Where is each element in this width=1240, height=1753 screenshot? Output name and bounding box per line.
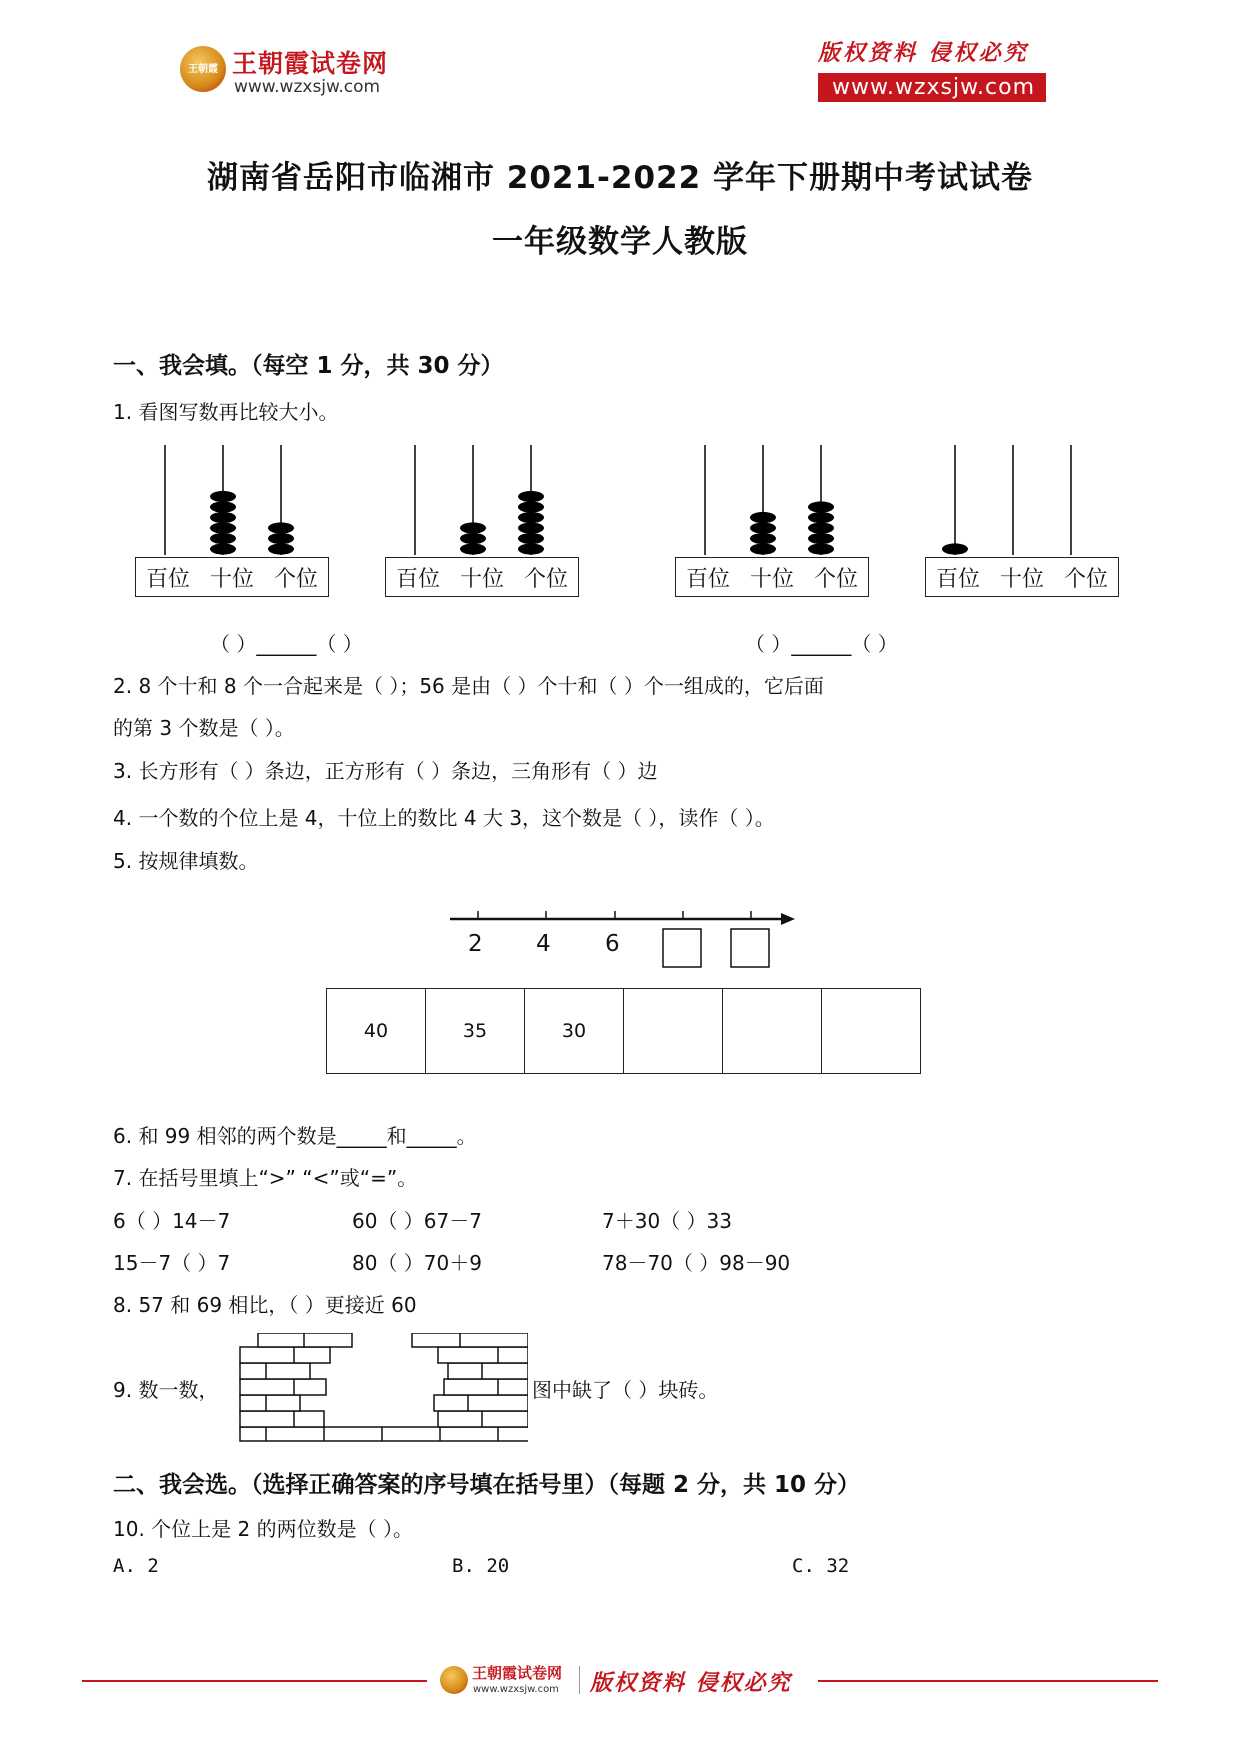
sequence-answer-cell[interactable] xyxy=(723,989,822,1074)
abacus-bead xyxy=(808,512,834,523)
brick-row-bottom xyxy=(240,1427,528,1441)
label-hundreds: 百位 xyxy=(145,566,190,592)
option-b[interactable]: B. 20 xyxy=(452,1555,510,1577)
abacus-bead xyxy=(808,501,834,512)
abacus-bead xyxy=(750,543,776,554)
label-hundreds: 百位 xyxy=(935,566,980,592)
compare-blank-left[interactable]: （ ）______（ ） xyxy=(210,632,363,656)
compare-item: 60（ ）67－7 xyxy=(352,1209,482,1233)
option-a[interactable]: A. 2 xyxy=(113,1555,159,1577)
abacus-bead xyxy=(210,491,236,502)
question-7: 7. 在括号里填上“>” “<”或“=”。 xyxy=(113,1166,418,1190)
answer-box[interactable] xyxy=(663,929,701,967)
abacus-bead xyxy=(518,512,544,523)
question-9-start: 9. 数一数， xyxy=(113,1378,219,1402)
sequence-table xyxy=(326,988,921,1074)
abacus-label-box-4 xyxy=(925,557,1119,597)
abacus-label-box-3 xyxy=(675,557,869,597)
label-hundreds: 百位 xyxy=(685,566,730,592)
abacus-bead xyxy=(518,533,544,544)
compare-item: 15－7（ ）7 xyxy=(113,1251,231,1275)
arrow-icon xyxy=(781,913,795,925)
abacus-bead xyxy=(460,522,486,533)
question-2-line-2: 的第 3 个数是（ ）。 xyxy=(113,716,295,740)
label-ones: 个位 xyxy=(813,566,858,592)
compare-item: 7＋30（ ）33 xyxy=(602,1209,732,1233)
sequence-cell: 35 xyxy=(426,989,525,1074)
abacus-label-box-1 xyxy=(135,557,329,597)
abacus-bead xyxy=(210,533,236,544)
footer-divider-left xyxy=(82,1680,427,1682)
sequence-cell: 30 xyxy=(525,989,624,1074)
number-line-label: 2 xyxy=(468,931,483,957)
abacus-bead xyxy=(210,522,236,533)
abacus-figures xyxy=(135,445,1135,605)
footer-logo-url: www.wzxsjw.com xyxy=(473,1684,559,1695)
site-logo xyxy=(180,44,410,102)
label-ones: 个位 xyxy=(523,566,568,592)
question-9-end: 图中缺了（ ）块砖。 xyxy=(532,1378,719,1402)
footer-separator xyxy=(579,1666,580,1694)
page-subtitle: 一年级数学人教版 xyxy=(492,224,748,260)
compare-item: 80（ ）70＋9 xyxy=(352,1251,482,1275)
question-5: 5. 按规律填数。 xyxy=(113,849,259,873)
footer-divider-right xyxy=(818,1680,1158,1682)
page-title: 湖南省岳阳市临湘市 2021-2022 学年下册期中考试试卷 xyxy=(206,160,1033,196)
logo-url: www.wzxsjw.com xyxy=(234,77,381,97)
abacus-bead xyxy=(460,543,486,554)
abacus-bead xyxy=(268,522,294,533)
abacus-label-box-2 xyxy=(385,557,579,597)
abacus-bead xyxy=(210,501,236,512)
sequence-answer-cell[interactable] xyxy=(822,989,921,1074)
abacus-bead xyxy=(942,543,968,554)
logo-name: 王朝霞试卷网 xyxy=(232,49,389,78)
footer-logo xyxy=(440,1662,812,1702)
question-2-line-1: 2. 8 个十和 8 个一合起来是（ ）；56 是由（ ）个十和（ ）个一组成的，它后面 xyxy=(113,674,824,698)
question-3: 3. 长方形有（ ）条边，正方形有（ ）条边，三角形有（ ）边 xyxy=(113,759,658,783)
abacus-bead xyxy=(460,533,486,544)
abacus-bead xyxy=(750,522,776,533)
abacus-bead xyxy=(518,501,544,512)
label-tens: 十位 xyxy=(209,566,254,592)
question-10: 10. 个位上是 2 的两位数是（ ）。 xyxy=(113,1517,413,1541)
answer-box[interactable] xyxy=(731,929,769,967)
abacus-bead xyxy=(268,543,294,554)
logo-badge-icon: 王朝霞 xyxy=(180,46,226,92)
abacus-bead xyxy=(808,543,834,554)
number-line xyxy=(450,905,800,975)
abacus-bead xyxy=(268,533,294,544)
header-right xyxy=(818,36,1058,102)
abacus-bead xyxy=(750,533,776,544)
compare-item: 78－70（ ）98－90 xyxy=(602,1251,791,1275)
url-banner: www.wzxsjw.com xyxy=(818,73,1046,102)
number-line-label: 4 xyxy=(536,931,551,957)
label-tens: 十位 xyxy=(749,566,794,592)
question-6: 6. 和 99 相邻的两个数是_____和_____。 xyxy=(113,1124,477,1148)
number-line-label: 6 xyxy=(605,931,620,957)
abacus-bead xyxy=(808,522,834,533)
question-8: 8. 57 和 69 相比，（ ）更接近 60 xyxy=(113,1293,417,1317)
footer-logo-icon xyxy=(440,1666,468,1694)
sequence-answer-cell[interactable] xyxy=(624,989,723,1074)
compare-item: 6（ ）14－7 xyxy=(113,1209,231,1233)
label-hundreds: 百位 xyxy=(395,566,440,592)
label-tens: 十位 xyxy=(999,566,1044,592)
section-1-heading: 一、我会填。（每空 1 分，共 30 分） xyxy=(113,353,504,379)
footer-slogan: 版权资料 侵权必究 xyxy=(590,1670,792,1696)
abacus-bead xyxy=(808,533,834,544)
label-ones: 个位 xyxy=(1063,566,1108,592)
abacus-bead xyxy=(210,543,236,554)
question-4: 4. 一个数的个位上是 4，十位上的数比 4 大 3，这个数是（ ），读作（ ）。 xyxy=(113,806,775,830)
sequence-cell: 40 xyxy=(327,989,426,1074)
footer-logo-name: 王朝霞试卷网 xyxy=(472,1664,563,1682)
abacus-bead xyxy=(750,512,776,523)
copyright-slogan: 版权资料 侵权必究 xyxy=(818,40,1029,66)
brick-wall xyxy=(238,1333,528,1447)
option-c[interactable]: C. 32 xyxy=(792,1555,850,1577)
abacus-bead xyxy=(518,491,544,502)
compare-blank-right[interactable]: （ ）______（ ） xyxy=(745,632,898,656)
question-1: 1. 看图写数再比较大小。 xyxy=(113,400,339,424)
section-2-heading: 二、我会选。（选择正确答案的序号填在括号里）（每题 2 分，共 10 分） xyxy=(113,1472,861,1498)
abacus-bead xyxy=(518,522,544,533)
abacus-bead xyxy=(518,543,544,554)
label-tens: 十位 xyxy=(459,566,504,592)
label-ones: 个位 xyxy=(273,566,318,592)
abacus-bead xyxy=(210,512,236,523)
